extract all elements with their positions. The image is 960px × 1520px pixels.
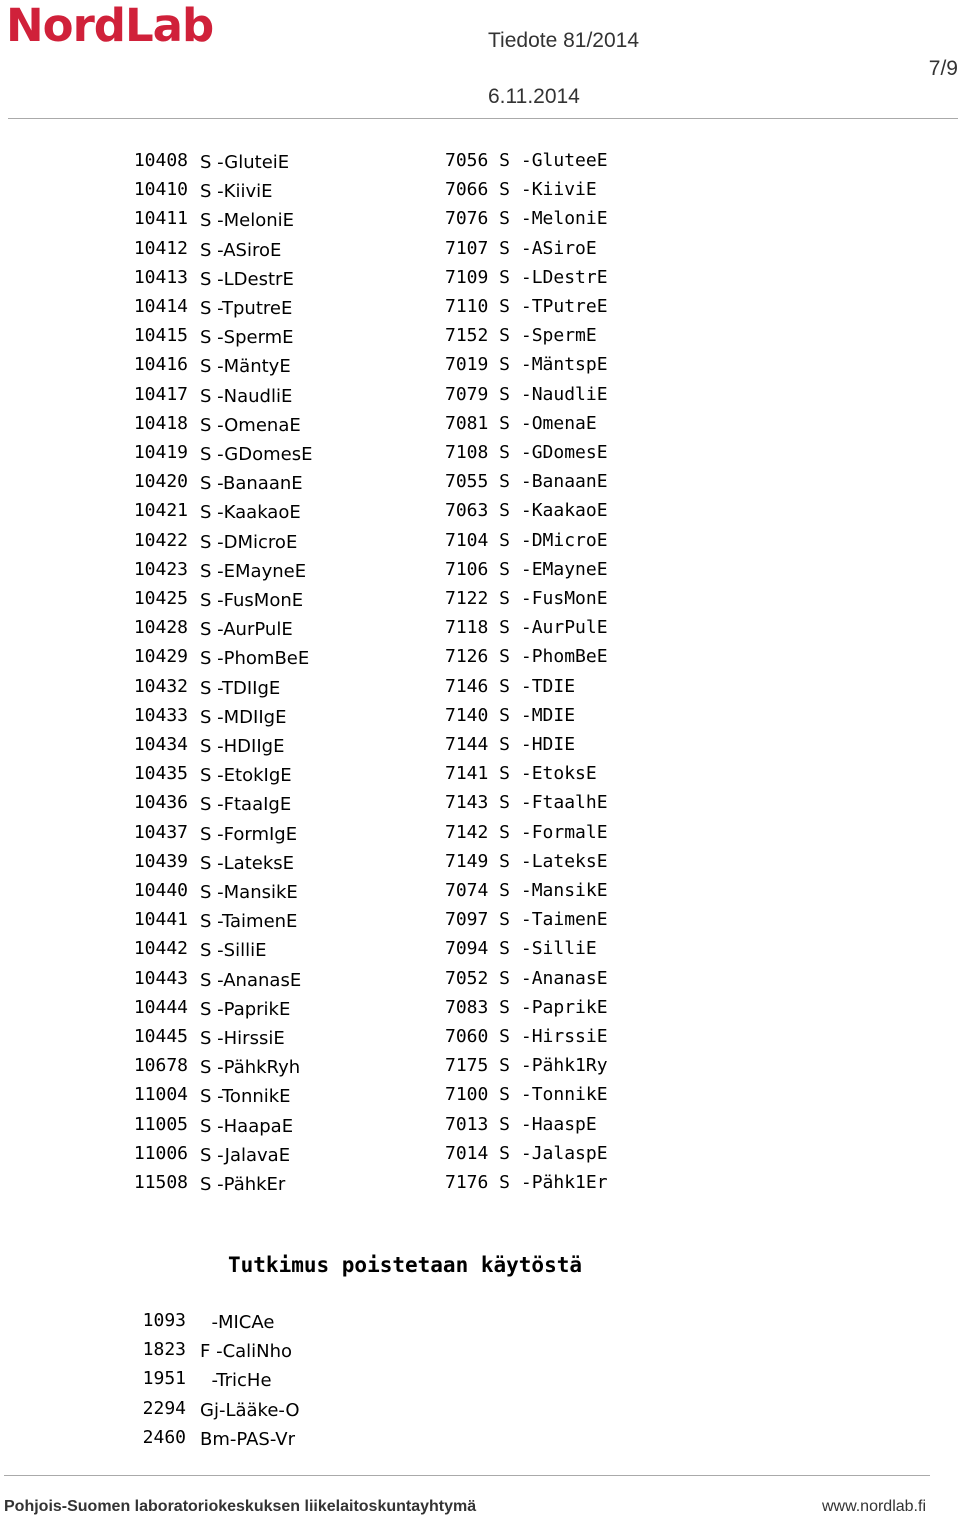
new-test-name: S -KaakaoE [200,502,301,524]
new-test-code: 10428 [133,617,188,639]
new-test-code: 11006 [133,1142,188,1164]
removed-test-name: Bm-PAS-Vr [200,1428,295,1450]
old-test-entry: 7141 S -EtoksE [445,763,597,785]
old-test-entry: 7063 S -KaakaoE [445,500,608,522]
old-test-entry: 7104 S -DMicroE [445,529,608,551]
new-test-code: 10420 [133,471,188,493]
new-test-code: 10442 [133,938,188,960]
old-test-entry: 7066 S -KiiviE [445,179,597,201]
removed-test-code: 1951 [142,1368,186,1390]
old-test-entry: 7176 S -Pähk1Er [445,1172,608,1193]
old-test-entry: 7055 S -BanaanE [445,471,608,493]
old-test-entry: 7140 S -MDIE [445,704,576,726]
new-test-code: 10417 [133,383,188,405]
table-row [0,1172,960,1201]
new-test-code: 10413 [133,266,188,288]
new-test-name: S -FtaaIgE [200,794,292,816]
new-test-name: S -EMayneE [200,560,307,582]
new-test-name: S -AurPulE [200,619,293,641]
old-test-entry: 7109 S -LDestrE [445,266,608,288]
new-test-name: S -LDestrE [200,268,294,290]
new-test-code: 11005 [133,1113,188,1135]
list-item [0,1427,960,1456]
old-test-entry: 7074 S -MansikE [445,880,608,901]
new-test-code: 10443 [133,967,188,989]
old-test-entry: 7143 S -FtaalhE [445,792,608,814]
removed-test-name: -TricHe [200,1370,272,1392]
new-test-name: S -AnanasE [200,969,302,991]
new-test-code: 11004 [133,1084,188,1106]
new-test-code: 10415 [133,325,188,347]
new-test-name: S -EtokIgE [200,765,292,787]
old-test-entry: 7175 S -Pähk1Ry [445,1055,608,1077]
removed-test-name: -MICAe [200,1312,275,1333]
old-test-entry: 7079 S -NaudliE [445,383,608,405]
old-test-entry: 7144 S -HDIE [445,734,576,755]
nordlab-logo: NordLab [6,0,214,52]
new-test-name: S -MDIIgE [200,706,287,728]
old-test-entry: 7076 S -MeloniE [445,208,608,230]
new-test-name: S -DMicroE [200,531,298,553]
new-test-name: S -PaprikE [200,998,291,1020]
new-test-name: S -HirssiE [200,1028,285,1049]
new-test-code: 10412 [133,237,188,259]
new-test-code: 10439 [133,850,188,872]
old-test-entry: 7106 S -EMayneE [445,558,608,580]
old-test-entry: 7083 S -PaprikE [445,996,608,1018]
footer-divider [4,1475,930,1476]
removed-test-name: F -CaliNho [200,1341,293,1363]
new-test-code: 10440 [133,880,188,901]
new-test-name: S -SpermE [200,327,294,349]
new-test-name: S -ASiroE [200,239,282,261]
new-test-code: 10436 [133,792,188,814]
new-test-code: 10435 [133,763,188,785]
new-test-code: 10432 [133,675,188,697]
new-test-code: 10437 [133,821,188,843]
new-test-code: 10408 [133,150,188,171]
new-test-code: 10422 [133,529,188,551]
new-test-name: S -MansikE [200,882,298,903]
old-test-entry: 7152 S -SpermE [445,325,597,347]
old-test-entry: 7019 S -MäntspE [445,354,608,376]
new-test-name: S -PähkEr [200,1174,286,1195]
new-test-code: 10433 [133,704,188,726]
new-test-code: 10416 [133,354,188,376]
new-test-code: 10423 [133,558,188,580]
new-test-code: 10445 [133,1026,188,1047]
removed-test-name: Gj-Lääke-O [200,1399,300,1421]
new-test-code: 10441 [133,909,188,931]
new-test-name: S -LateksE [200,852,295,874]
page-number: 7/9 [928,57,958,80]
new-test-name: S -GDomesE [200,444,313,465]
new-test-code: 10419 [133,442,188,463]
new-test-name: S -TDIIgE [200,677,281,699]
new-test-code: 10444 [133,996,188,1018]
old-test-entry: 7146 S -TDIE [445,675,576,697]
old-test-entry: 7107 S -ASiroE [445,237,597,259]
old-test-entry: 7118 S -AurPulE [445,617,608,639]
removed-test-code: 2460 [142,1426,186,1448]
new-test-name: S -MäntyE [200,356,291,378]
old-test-entry: 7149 S -LateksE [445,850,608,872]
old-test-entry: 7110 S -TPutreE [445,296,608,317]
old-test-entry: 7056 S -GluteeE [445,150,608,171]
old-test-entry: 7142 S -FormalE [445,821,608,843]
new-test-code: 10418 [133,412,188,434]
old-test-entry: 7097 S -TaimenE [445,909,608,931]
removed-test-code: 1823 [142,1339,186,1361]
old-test-entry: 7122 S -FusMonE [445,588,608,609]
new-test-name: S -PähkRyh [200,1057,301,1079]
new-test-code: 10425 [133,588,188,609]
new-test-name: S -HDIIgE [200,736,285,757]
old-test-entry: 7126 S -PhomBeE [445,646,608,668]
new-test-name: S -HaapaE [200,1115,294,1137]
new-test-code: 10421 [133,500,188,522]
old-test-entry: 7014 S -JalaspE [445,1142,608,1164]
new-test-name: S -TaimenE [200,911,298,933]
removed-test-code: 1093 [142,1310,186,1331]
old-test-entry: 7094 S -SilliE [445,938,597,960]
new-test-name: S -SilliE [200,940,267,962]
new-test-name: S -TonnikE [200,1086,291,1108]
new-test-code: 10414 [133,296,188,317]
new-test-name: S -KiiviE [200,181,273,203]
new-test-name: S -FormIgE [200,823,298,845]
old-test-entry: 7108 S -GDomesE [445,442,608,463]
new-test-name: S -OmenaE [200,414,301,436]
footer-organization: Pohjois-Suomen laboratoriokeskuksen liikelaitoskuntayhtymä [4,1498,477,1515]
new-test-name: S -NaudliE [200,385,293,407]
removed-tests-heading: Tutkimus poistetaan käytöstä [228,1253,583,1277]
new-test-code: 10434 [133,734,188,755]
new-test-name: S -BanaanE [200,473,303,495]
new-test-code: 10678 [133,1055,188,1077]
new-test-name: S -PhomBeE [200,648,310,670]
old-test-entry: 7052 S -AnanasE [445,967,608,989]
new-test-code: 10429 [133,646,188,668]
header-divider [8,118,958,119]
footer-website: www.nordlab.fi [821,1498,926,1515]
new-test-name: S -JalavaE [200,1144,291,1166]
new-test-code: 10411 [133,208,188,230]
old-test-entry: 7100 S -TonnikE [445,1084,608,1106]
new-test-name: S -MeloniE [200,210,295,232]
old-test-entry: 7060 S -HirssiE [445,1026,608,1047]
new-test-name: S -TputreE [200,298,293,319]
new-test-code: 11508 [133,1172,188,1193]
new-test-code: 10410 [133,179,188,201]
old-test-entry: 7013 S -HaaspE [445,1113,597,1135]
document-title: Tiedote 81/2014 [488,29,640,52]
new-test-name: S -GluteiE [200,152,290,173]
new-test-name: S -FusMonE [200,590,304,611]
old-test-entry: 7081 S -OmenaE [445,412,597,434]
document-date: 6.11.2014 [488,85,580,108]
removed-test-code: 2294 [142,1397,186,1419]
